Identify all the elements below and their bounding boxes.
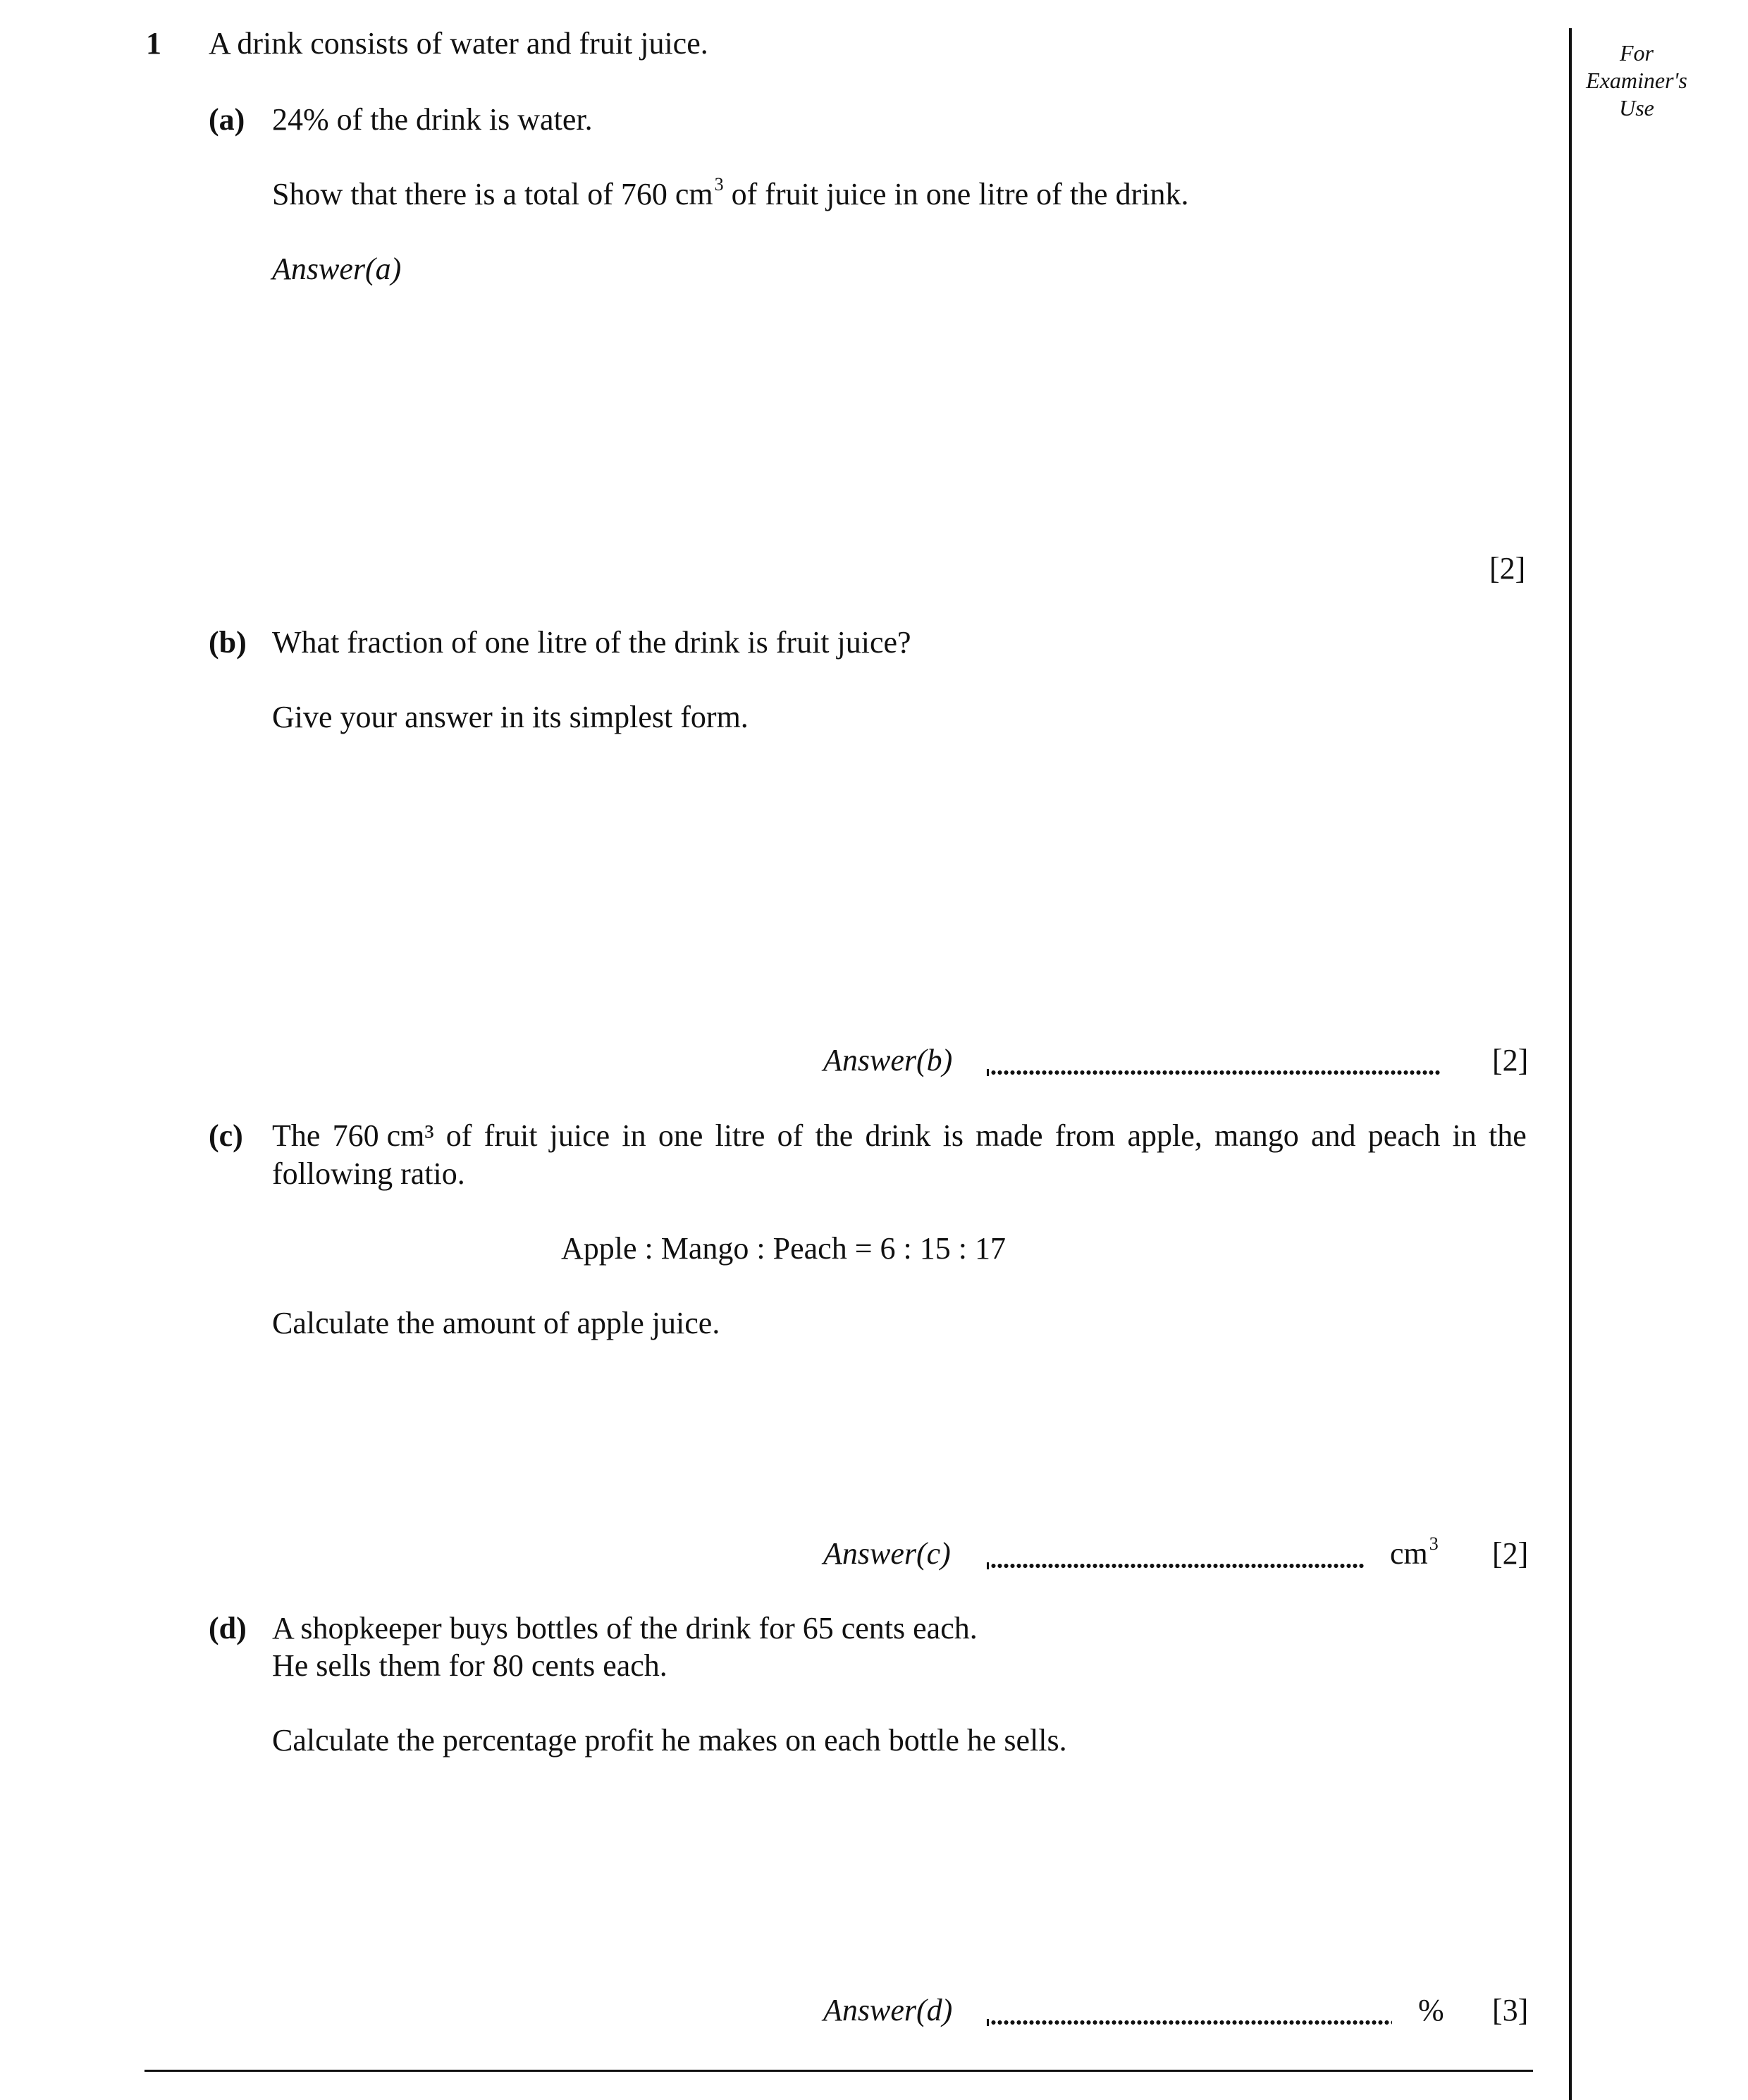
part-c-statement-line1 <box>272 1117 1527 1155</box>
part-d-line1: A shopkeeper buys bottles of the drink for 65 cents each. <box>272 1611 978 1645</box>
part-c-ratio: Apple : Mango : Peach = 6 : 15 : 17 <box>561 1231 1006 1266</box>
examiner-line-examiners: Examiner's <box>1586 68 1687 93</box>
part-d-label: (d) <box>209 1611 247 1645</box>
part-b-instruction: Give your answer in its simplest form. <box>272 700 749 734</box>
part-c-word: apple, <box>1127 1118 1202 1153</box>
part-c-word: drink <box>865 1118 931 1153</box>
part-c-marks: [2] <box>1492 1536 1529 1571</box>
part-c-word: and <box>1310 1118 1356 1153</box>
part-c-word: 760 cm³ <box>332 1118 434 1153</box>
part-d-unit: % <box>1418 1993 1444 2027</box>
part-d-answer-label: Answer(d) <box>823 1993 953 2027</box>
question-stem: A drink consists of water and fruit juice. <box>209 26 708 61</box>
part-d-instruction: Calculate the percentage profit he makes on each bottle he sells. <box>272 1723 1067 1758</box>
part-c-word: one <box>658 1118 703 1153</box>
part-b-label: (b) <box>209 625 247 660</box>
part-a-label: (a) <box>209 102 245 137</box>
part-c-word: fruit <box>484 1118 538 1153</box>
part-c-word: in <box>622 1118 646 1153</box>
part-c-word: in <box>1452 1118 1477 1153</box>
part-a-instruction <box>272 175 1188 218</box>
part-d-answer-line[interactable] <box>990 2020 1392 2025</box>
part-c-word: the <box>1489 1118 1527 1153</box>
examiner-margin-rule <box>1569 28 1572 2100</box>
part-a-cube-superscript: 3 <box>714 174 724 194</box>
part-c-word: The <box>272 1118 321 1153</box>
part-a-instruction-text: Show that there is a total of 760 cm <box>272 177 713 211</box>
part-b-answer-line-start <box>987 1069 989 1076</box>
part-a-answer-label: Answer(a) <box>272 252 402 286</box>
part-b-answer-label: Answer(b) <box>823 1043 953 1077</box>
part-c-unit-superscript: 3 <box>1429 1533 1439 1554</box>
part-c-unit-text: cm <box>1390 1536 1428 1571</box>
part-c-word: peach <box>1367 1118 1441 1153</box>
part-c-word: litre <box>715 1118 765 1153</box>
part-b-question: What fraction of one litre of the drink is fruit juice? <box>272 625 911 660</box>
part-c-instruction: Calculate the amount of apple juice. <box>272 1306 720 1340</box>
part-c-answer-label: Answer(c) <box>823 1536 951 1571</box>
part-c-word: from <box>1054 1118 1116 1153</box>
part-d-answer-line-start <box>987 2019 989 2026</box>
part-c-word: of <box>777 1118 804 1153</box>
part-a-instruction-rest: of fruit juice in one litre of the drink. <box>723 177 1189 211</box>
part-c-word: juice <box>549 1118 610 1153</box>
examiner-use-label <box>1573 39 1700 122</box>
part-b-marks: [2] <box>1492 1043 1529 1077</box>
examiner-line-use: Use <box>1619 95 1654 121</box>
part-c-answer-line[interactable] <box>990 1563 1364 1569</box>
part-c-unit <box>1390 1535 1439 1577</box>
part-c-statement <box>272 1117 1527 1193</box>
page-bottom-rule <box>144 2070 1533 2072</box>
examiner-line-for: For <box>1620 40 1654 66</box>
part-c-word: mango <box>1214 1118 1299 1153</box>
part-d-line2: He sells them for 80 cents each. <box>272 1648 667 1683</box>
part-c-word: is <box>942 1118 964 1153</box>
part-d-marks: [3] <box>1492 1993 1529 2027</box>
part-a-marks: [2] <box>1489 551 1526 586</box>
part-c-word: of <box>445 1118 472 1153</box>
part-c-word: made <box>975 1118 1043 1153</box>
part-c-word: the <box>815 1118 854 1153</box>
part-a-statement: 24% of the drink is water. <box>272 102 593 137</box>
part-c-statement-line2: following ratio. <box>272 1156 465 1191</box>
part-b-answer-line[interactable] <box>990 1070 1441 1075</box>
question-number: 1 <box>146 26 161 61</box>
part-c-answer-line-start <box>987 1562 989 1569</box>
part-c-label: (c) <box>209 1118 243 1153</box>
